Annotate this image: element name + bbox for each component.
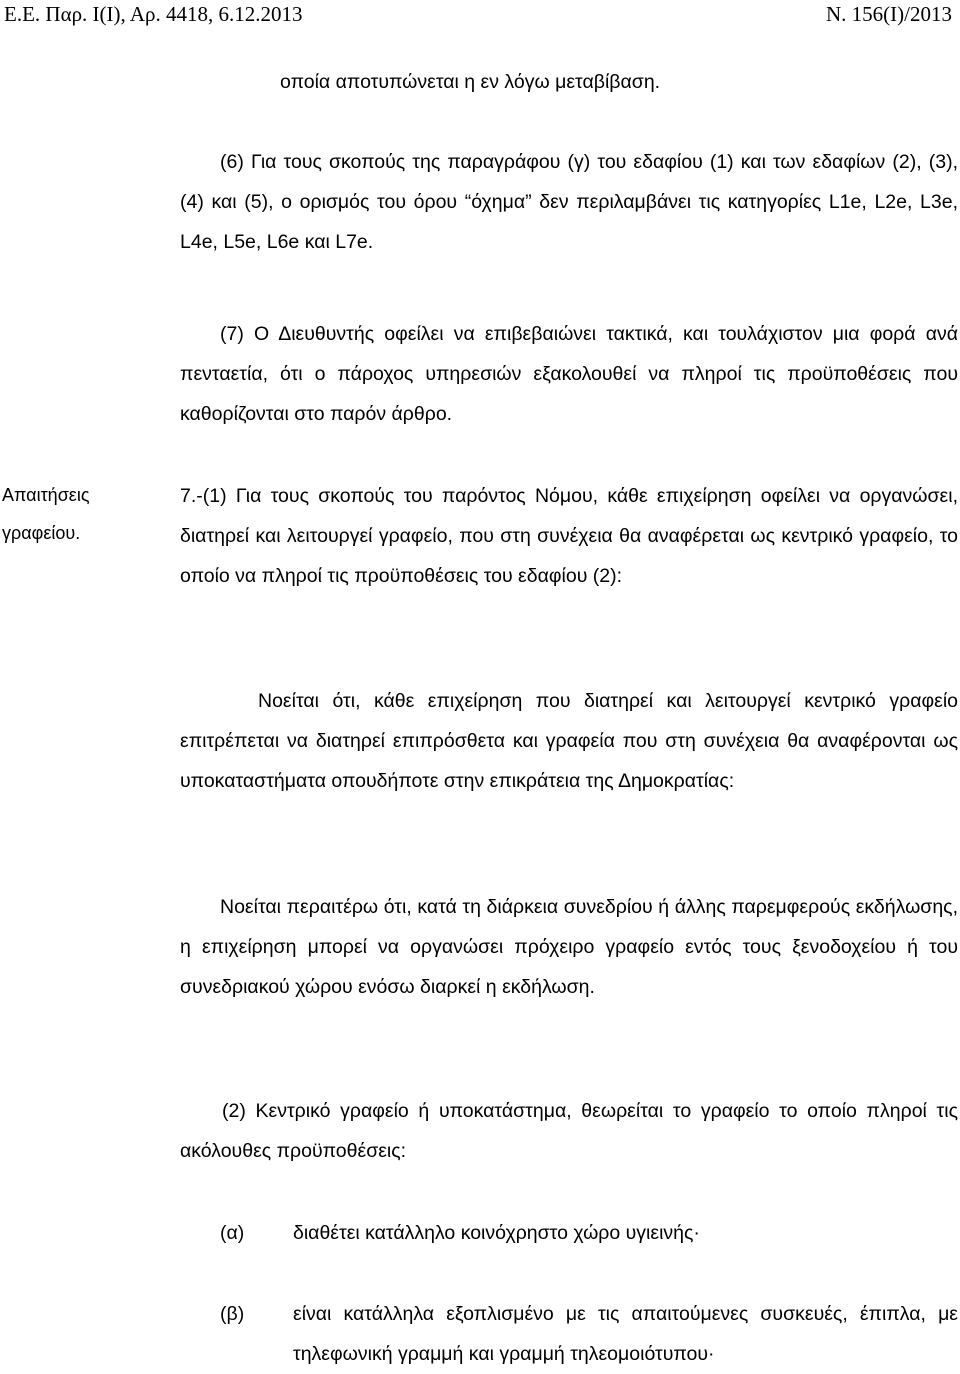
paragraph-continuation: οποία αποτυπώνεται η εν λόγω μεταβίβαση. xyxy=(280,71,661,93)
paragraph-6: (6) Για τους σκοπούς της παραγράφου (γ) του εδαφίου (1) και των εδαφίων (2), (3), (4) και (5), ο ορισμός του όρου “όχημα” δεν περιλαμβάνει τις κατηγορίες L1e, L2e, L3e, L4e, L5e, L6e και L7e. xyxy=(180,151,958,253)
section-7-subsection-1: 7.-(1) Για τους σκοπούς του παρόντος Νόμου, κάθε επιχείρηση οφείλει να οργανώσει, διατηρεί και λειτουργεί γραφείο, που στη συνέχεια θα αναφέρεται ως κεντρικό γραφείο, το οποίο να πληροί τις προϋποθέσεις του εδαφίου (2): xyxy=(180,485,958,587)
list-item-label: (α) xyxy=(220,1222,245,1244)
list-item-text: είναι κατάλληλα εξοπλισμένο με τις απαιτούμενες συσκευές, έπιπλα, με τηλεφωνική γραμμή και γραμμή τηλεομοιότυπου· xyxy=(293,1303,958,1365)
list-item-label: (β) xyxy=(220,1303,245,1325)
law-number: Ν. 156(Ι)/2013 xyxy=(826,2,952,26)
list-item-text: διαθέτει κατάλληλο κοινόχρηστο χώρο υγιεινής· xyxy=(293,1222,700,1244)
margin-note: Απαιτήσεις γραφείου. xyxy=(2,485,90,543)
proviso-2: Νοείται περαιτέρω ότι, κατά τη διάρκεια συνεδρίου ή άλλης παρεμφερούς εκδήλωσης, η επιχείρηση μπορεί να οργανώσει πρόχειρο γραφείο εντός τους ξενοδοχείου ή του συνεδριακού χώρου ενόσω διαρκεί η εκδήλωση. xyxy=(180,896,958,998)
proviso-1: Νοείται ότι, κάθε επιχείρηση που διατηρεί και λειτουργεί κεντρικό γραφείο επιτρέπεται να διατηρεί επιπρόσθετα και γραφεία που στη συνέχεια θα αναφέρονται ως υποκαταστήματα οπουδήποτε στην επικράτεια της Δημοκρατίας: xyxy=(180,690,958,792)
section-7-subsection-2: (2) Κεντρικό γραφείο ή υποκατάστημα, θεωρείται το γραφείο το οποίο πληροί τις ακόλουθες προϋποθέσεις: xyxy=(180,1100,958,1162)
paragraph-7: (7) Ο Διευθυντής οφείλει να επιβεβαιώνει τακτικά, και τουλάχιστον μια φορά ανά πενταετία, ότι ο πάροχος υπηρεσιών εξακολουθεί να πληροί τις προϋποθέσεις που καθορίζονται στο παρόν άρθρο. xyxy=(180,323,958,425)
gazette-reference: Ε.Ε. Παρ. Ι(Ι), Αρ. 4418, 6.12.2013 xyxy=(4,2,303,26)
